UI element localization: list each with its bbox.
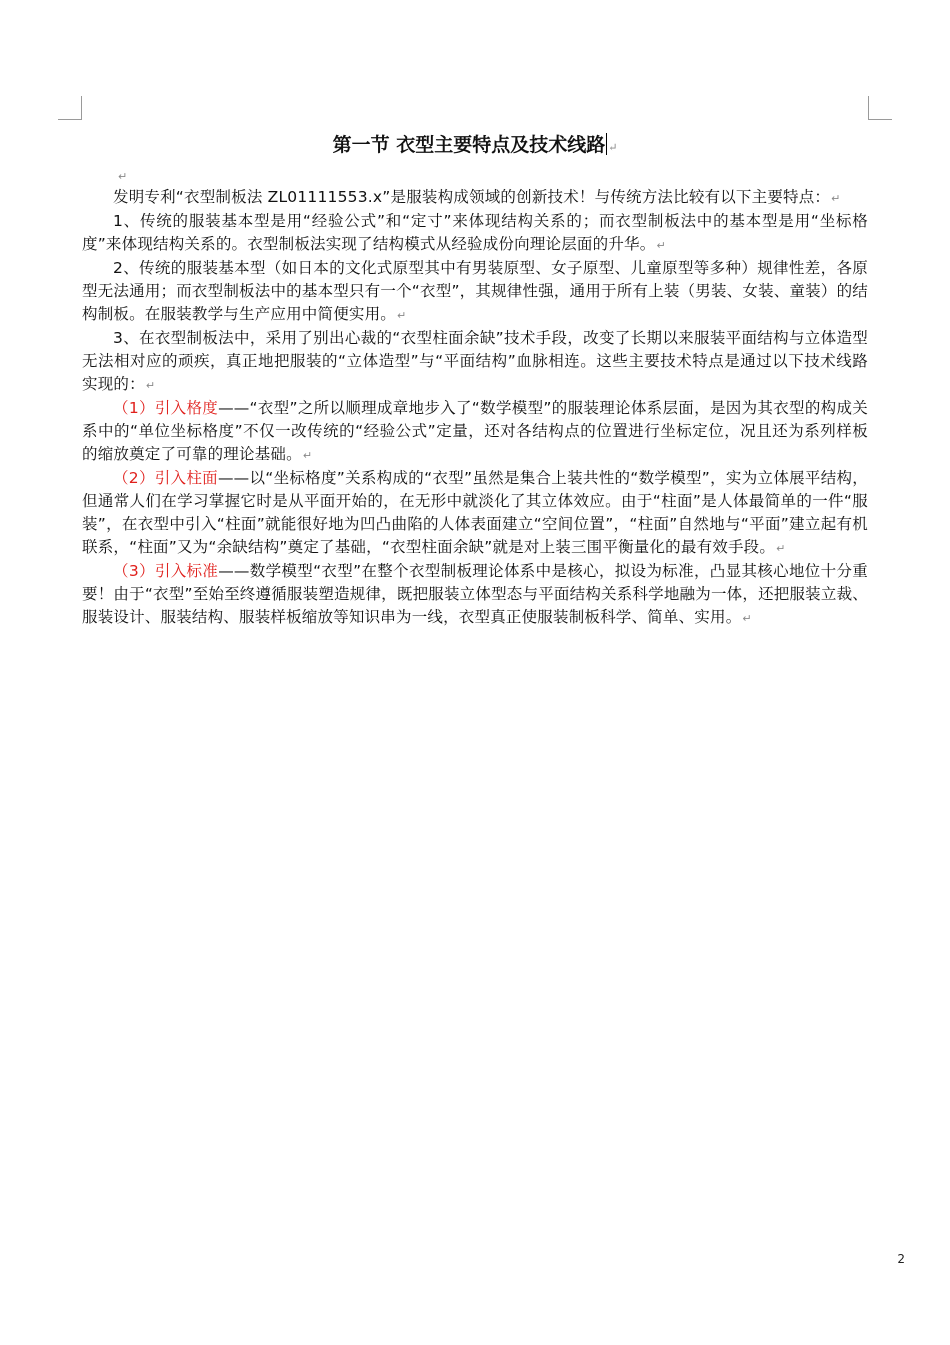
crop-mark-top-left: [58, 96, 82, 120]
page-title-text[interactable]: 第一节 衣型主要特点及技术线路: [332, 134, 606, 156]
paragraph-mark-icon: ↵: [302, 449, 313, 462]
route-heading-standard: （3）引入标准: [113, 562, 219, 580]
paragraph-text: ——以“坐标格度”关系构成的“衣型”虽然是集合上装共性的“数学模型”，实为立体展平结构，但通常人们在学习掌握它时是从平面开始的，在无形中就淡化了其立体效应。由于“柱面”是人体最简单的一件“服装”，在衣型中引入“柱面”就能很好地为凹凸曲陷的人体表面建立“空间位置”，“柱面”自然地与“平面”建立起有机联系，“柱面”又为“余缺结构”奠定了基础，“衣型柱面余缺”就是对上装三围平衡量化的最有效手段。: [82, 469, 869, 556]
paragraph-route-standard[interactable]: [82, 560, 868, 630]
paragraph-text: 1、传统的服装基本型是用“经验公式”和“定寸”来体现结构关系的；而衣型制板法中的基本型是用“坐标格度”来体现结构关系的。衣型制板法实现了结构模式从经验成份向理论层面的升华。: [82, 212, 868, 253]
paragraph-mark-icon: ↵: [742, 612, 752, 625]
page-title[interactable]: [82, 130, 868, 163]
paragraph-mark-icon: ↵: [397, 309, 407, 322]
paragraph-route-cylinder[interactable]: [82, 467, 868, 560]
paragraph-mark-icon: ↵: [776, 542, 786, 555]
paragraph-mark-icon: ↵: [145, 379, 156, 392]
paragraph-point-2[interactable]: [82, 257, 868, 327]
paragraph-route-grid[interactable]: [82, 397, 868, 467]
paragraph-mark-icon: ↵: [656, 239, 666, 252]
document-body[interactable]: [82, 186, 868, 630]
paragraph-text: ——数学模型“衣型”在整个衣型制板理论体系中是核心，拟设为标准，凸显其核心地位十分重要！由于“衣型”至始至终遵循服装塑造规律，既把服装立体型态与平面结构关系科学地融为一体，还把服装立裁、服装设计、服装结构、服装样板缩放等知识串为一线，衣型真正使服装制板科学、简单、实用。: [82, 562, 868, 626]
paragraph-intro[interactable]: [82, 186, 868, 210]
paragraph-text: 发明专利“衣型制板法 ZL01111553.x”是服装构成领域的创新技术！与传统方法比较有以下主要特点：: [113, 188, 831, 206]
paragraph-mark-icon: ↵: [118, 170, 128, 183]
page-number: 2: [897, 1252, 905, 1266]
paragraph-mark-icon: ↵: [608, 141, 618, 154]
paragraph-point-1[interactable]: [82, 210, 868, 257]
paragraph-point-3[interactable]: [82, 327, 868, 397]
paragraph-text: 3、在衣型制板法中，采用了别出心裁的“衣型柱面余缺”技术手段，改变了长期以来服装平面结构与立体造型无法相对应的顽疾，真正地把服装的“立体造型”与“平面结构”血脉相连。这些主要技术特点是通过以下技术线路实现的：: [82, 329, 868, 393]
crop-mark-top-right: [868, 96, 892, 120]
paragraph-mark-icon: ↵: [831, 192, 841, 205]
route-heading-cylinder: （2）引入柱面: [113, 469, 218, 487]
empty-paragraph: [118, 168, 127, 186]
paragraph-text: 2、传统的服装基本型（如日本的文化式原型其中有男装原型、女子原型、儿童原型等多种）规律性差，各原型无法通用；而衣型制板法中的基本型只有一个“衣型”，其规律性强，通用于所有上装（男装、女装、童装）的结构制板。在服装教学与生产应用中简便实用。: [82, 259, 868, 323]
paragraph-text: ——“衣型”之所以顺理成章地步入了“数学模型”的服装理论体系层面，是因为其衣型的构成关系中的“单位坐标格度”不仅一改传统的“经验公式”定量，还对各结构点的位置进行坐标定位，况且还为系列样板的缩放奠定了可靠的理论基础。: [82, 399, 868, 463]
route-heading-grid: （1）引入格度: [113, 399, 219, 417]
